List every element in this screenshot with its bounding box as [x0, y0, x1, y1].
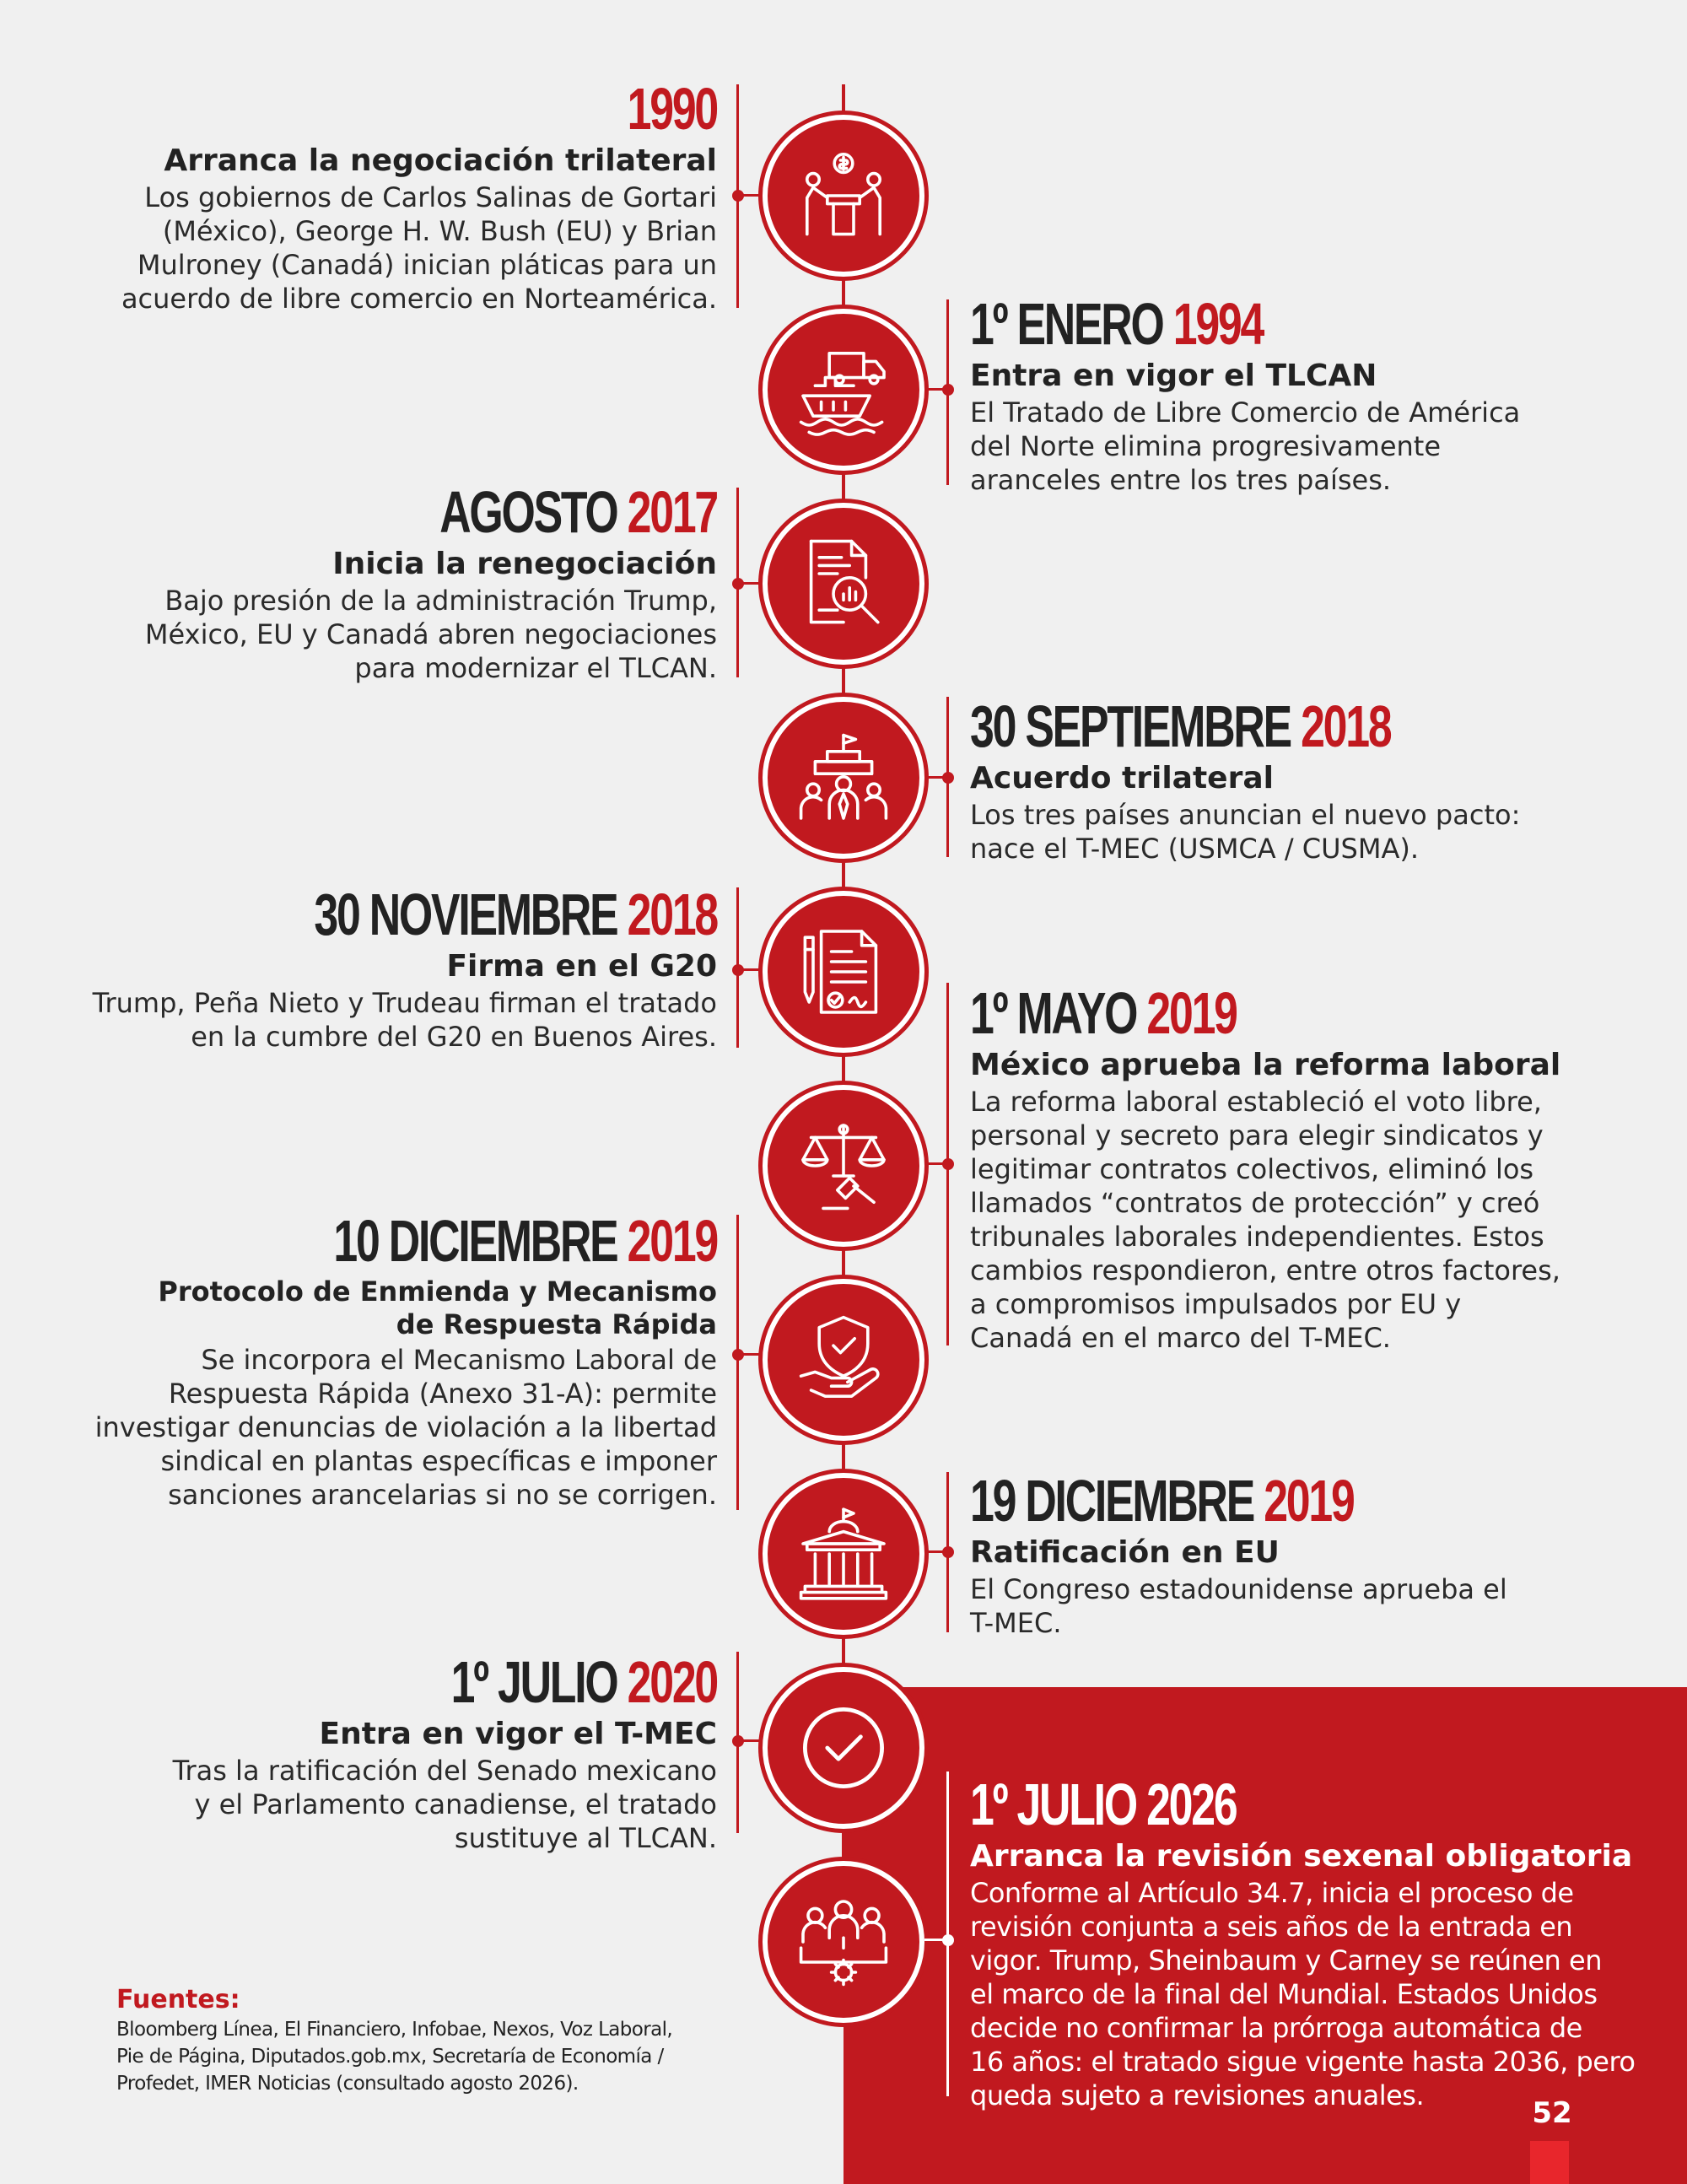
- entry-2020: [51, 1649, 717, 1855]
- sources-title: Fuentes:: [116, 1985, 240, 2014]
- circle-2018-sep: [763, 697, 924, 859]
- congress-building-icon: [793, 1503, 894, 1604]
- entry-2019-dec19: [970, 1468, 1670, 1640]
- entry-body: Trump, Peña Nieto y Trudeau firman el tratado en la cumbre del G20 en Buenos Aires.: [92, 987, 717, 1053]
- entry-1990: [51, 76, 717, 315]
- entry-2017: [51, 479, 717, 685]
- entry-body: Los tres países anuncian el nuevo pacto: nace el T-MEC (USMCA / CUSMA).: [970, 799, 1521, 865]
- entry-headline: Acuerdo trilateral: [970, 761, 1274, 795]
- entry-body: Conforme al Artículo 34.7, inicia el proceso de revisión conjunta a seis años de la entrada en vigor. Trump, Sheinbaum y Carney se reúnen en el marco de la final del Mundial. Estados Unidos decide no confirmar la prórroga automática de 16 años: el tratado sigue vigente hasta 2036, pero queda sujeto a revisiones anuales.: [970, 1877, 1636, 2111]
- entry-headline: Arranca la negociación trilateral: [164, 143, 717, 178]
- sources-text: Bloomberg Línea, El Financiero, Infobae, Nexos, Voz Laboral, Pie de Página, Diputados.gob.mx, Secretaría de Economía / Profedet, IMER Noticias (consultado agosto 2026).: [116, 2019, 673, 2095]
- team-agreement-icon: [793, 727, 894, 828]
- entry-headline: Entra en vigor el TLCAN: [970, 359, 1377, 393]
- entry-headline: Firma en el G20: [446, 949, 717, 984]
- document-analysis-icon: [793, 533, 894, 634]
- page-number: 52: [1532, 2096, 1572, 2130]
- entry-date: 30 SEPTIEMBRE 2018: [970, 693, 1391, 759]
- entry-headline: Arranca la revisión sexenal obligatoria: [970, 1839, 1633, 1874]
- circle-2026: [763, 1861, 924, 2023]
- entry-2026: [970, 1771, 1670, 2112]
- entry-date: 19 DICIEMBRE 2019: [970, 1468, 1354, 1534]
- circle-2020: [763, 1667, 924, 1829]
- entry-date: 1º MAYO 2019: [970, 980, 1237, 1046]
- entry-body: El Tratado de Libre Comercio de América del Norte elimina progresivamente aranceles entre los tres países.: [970, 396, 1521, 496]
- circle-2019-dec10: [763, 1279, 924, 1441]
- entry-2018-sep: [970, 693, 1670, 866]
- entry-body: Los gobiernos de Carlos Salinas de Gortari (México), George H. W. Bush (EU) y Brian Mulroney (Canadá) inician pláticas para un acuerdo de libre comercio en Norteamérica.: [121, 181, 717, 315]
- justice-scale-icon: [793, 1115, 894, 1216]
- entry-date: AGOSTO 2017: [439, 479, 717, 545]
- entry-body: Tras la ratificación del Senado mexicano y el Parlamento canadiense, el tratado sustituye al TLCAN.: [172, 1755, 717, 1854]
- entry-body: La reforma laboral estableció el voto libre, personal y secreto para elegir sindicatos y legitimar contratos colectivos, eliminó los llamados “contratos de protección” y creó tribunales laborales independientes. Estos cambios respondieron, entre otros factores, a compromisos impulsados por EU y Canadá en el marco del T-MEC.: [970, 1086, 1560, 1354]
- entry-2018-nov: [51, 882, 717, 1054]
- entry-date: 1990: [627, 76, 717, 142]
- team-review-icon: [793, 1891, 894, 1993]
- circle-1994: [763, 309, 924, 471]
- page-tab: [1530, 2141, 1569, 2184]
- circle-1990: [763, 115, 924, 277]
- entry-date: 1º JULIO 2026: [970, 1771, 1237, 1837]
- trade-transport-icon: [793, 339, 894, 440]
- protection-shield-icon: [793, 1309, 894, 1410]
- entry-headline: Inicia la renegociación: [332, 547, 717, 581]
- entry-date: 1º JULIO 2020: [450, 1649, 717, 1715]
- negotiation-icon: [793, 145, 894, 246]
- circle-2019-dec19: [763, 1473, 924, 1635]
- entry-date: 10 DICIEMBRE 2019: [333, 1208, 717, 1274]
- contract-signing-icon: [793, 921, 894, 1022]
- entry-headline: Protocolo de Enmienda y Mecanismo de Respuesta Rápida: [158, 1275, 717, 1340]
- entry-body: Se incorpora el Mecanismo Laboral de Respuesta Rápida (Anexo 31-A): permite investigar denuncias de violación a la libertad sindical en plantas específicas e imponer sanciones arancelarias si no se corrigen.: [94, 1344, 717, 1511]
- sources-block: [116, 1984, 724, 2097]
- entry-date: 1º ENERO 1994: [970, 291, 1264, 357]
- entry-date: 30 NOVIEMBRE 2018: [314, 882, 717, 947]
- circle-2019-may: [763, 1085, 924, 1247]
- entry-2019-dec10: [51, 1208, 717, 1512]
- circle-2017: [763, 503, 924, 665]
- circle-2018-nov: [763, 891, 924, 1053]
- entry-1994: [970, 291, 1670, 497]
- entry-2019-may: [970, 980, 1670, 1355]
- entry-headline: México aprueba la reforma laboral: [970, 1048, 1561, 1082]
- entry-headline: Ratificación en EU: [970, 1535, 1280, 1570]
- entry-body: Bajo presión de la administración Trump, México, EU y Canadá abren negociaciones para modernizar el TLCAN.: [144, 585, 717, 684]
- entry-body: El Congreso estadounidense aprueba el T-MEC.: [970, 1573, 1507, 1639]
- entry-headline: Entra en vigor el T-MEC: [319, 1717, 717, 1751]
- check-circle-icon: [793, 1697, 894, 1798]
